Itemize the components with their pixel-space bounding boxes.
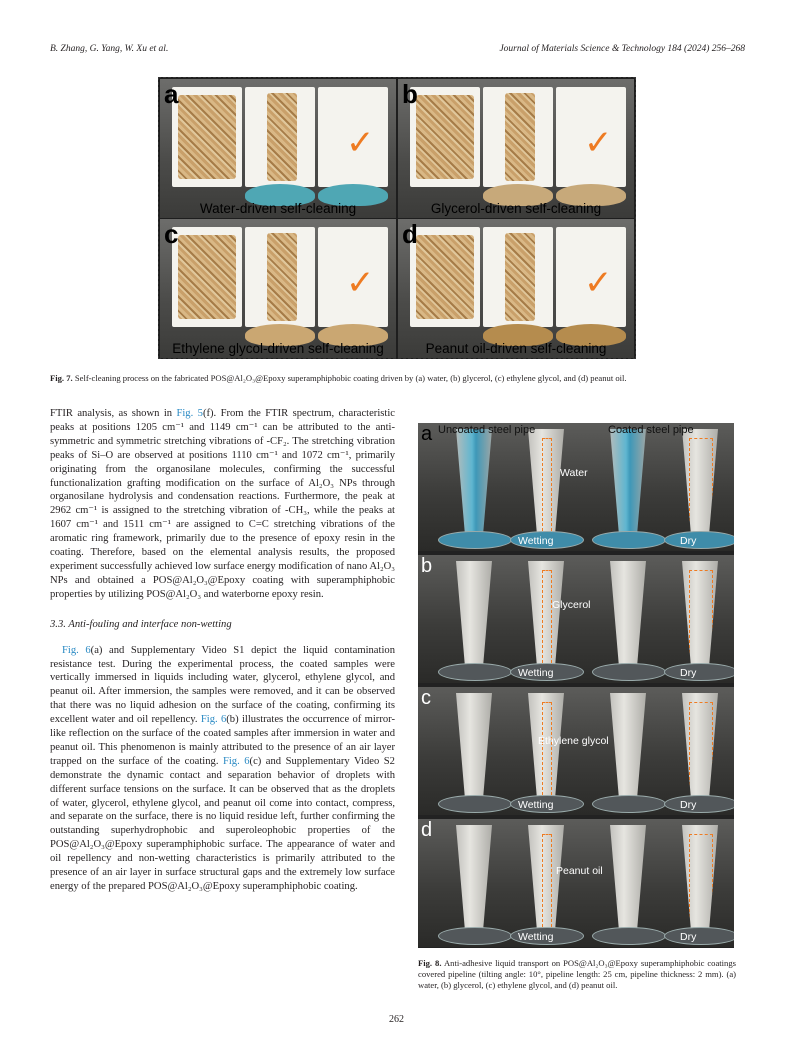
figure-reference-link[interactable]: Fig. 6 [222, 755, 250, 767]
figure-7 [158, 77, 636, 359]
fig7-panel-a [160, 79, 396, 218]
figure-8-caption [418, 958, 736, 991]
panel-letter: c [421, 687, 431, 709]
caption-text: Self-cleaning process on the fabricated POS@Al₂O₃@Epoxy superamphiphobic coating driven by (a) water, (b) glycerol, (c) ethylene glycol, and (d) peanut oil. [74, 373, 627, 383]
dry-label: Dry [680, 667, 697, 679]
wetting-label: Wetting [518, 667, 554, 679]
caption-label: Fig. 7. [50, 373, 73, 383]
fig8-panel-a [418, 423, 734, 551]
fig8-panel-c [418, 687, 734, 815]
dry-label: Dry [680, 931, 697, 943]
figure-reference-link[interactable]: Fig. 6 [200, 714, 227, 726]
panel-letter: c [164, 219, 179, 249]
fig8-panel-d [418, 819, 734, 947]
check-mark-icon: ✓ [346, 263, 375, 303]
dry-label: Dry [680, 535, 697, 547]
panel-letter: a [421, 423, 433, 445]
panel-caption: Glycerol-driven self-cleaning [430, 201, 602, 216]
panel-caption: Peanut oil-driven self-cleaning [425, 341, 607, 356]
liquid-label: Ethylene glycol [538, 735, 609, 747]
panel-caption: Water-driven self-cleaning [199, 201, 357, 216]
check-mark-icon: ✓ [346, 123, 375, 163]
wetting-label: Wetting [518, 799, 554, 811]
figure-reference-link[interactable]: Fig. 6 [62, 644, 91, 656]
figure-7-caption [50, 373, 750, 384]
running-header-authors: B. Zhang, G. Yang, W. Xu et al. [50, 44, 169, 54]
liquid-label: Peanut oil [556, 865, 603, 877]
caption-text: Anti-adhesive liquid transport on POS@Al₂O₃@Epoxy superamphiphobic coatings covered pipeline (tilting angle: 10°, pipeline length: 25 cm, pipeline thickness: 2 mm). (a) water, (b) glycerol, (c) ethylene glycol, and (d) peanut oil. [418, 958, 736, 990]
panel-letter: a [164, 79, 179, 109]
coated-label: Coated steel pipe [608, 424, 694, 436]
page-number: 262 [389, 1014, 404, 1025]
fig7-panel-c [160, 219, 396, 358]
uncoated-label: Uncoated steel pipe [438, 424, 536, 436]
caption-label: Fig. 8. [418, 958, 442, 968]
fig8-panel-b [418, 555, 734, 683]
panel-caption: Ethylene glycol-driven self-cleaning [172, 341, 384, 356]
fig7-panel-b [398, 79, 634, 218]
wetting-label: Wetting [518, 931, 554, 943]
wetting-label: Wetting [518, 535, 554, 547]
check-mark-icon: ✓ [584, 263, 613, 303]
section-heading: 3.3. Anti-fouling and interface non-wetting [50, 618, 232, 630]
running-header-journal: Journal of Materials Science & Technology 184 (2024) 256–268 [499, 44, 745, 54]
paragraph: FTIR analysis, as shown in Fig. 5(f). From the FTIR spectrum, characteristic peaks at positions 1205 cm⁻¹ and 1149 cm⁻¹ can be attributed to the anti-symmetric and symmetric stretching vibrations of -CF₂. The stretching vibration peaks of Si–O are observed at positions 1110 cm⁻¹ and 1072 cm⁻¹, primarily originating from the organosilane molecules, confirming the successful functionalization grafting modification on the surface of Al₂O₃ NPs through organosilane hydrolysis and condensation reactions. Furthermore, the peak at 2962 cm⁻¹ is assigned to the stretching vibration of -CH₃, while the peaks at 1607 cm⁻¹ and 1511 cm⁻¹ are assigned to C=C stretching vibrations of the aromatic ring framework, primarily due to the presence of epoxy resin in the coating. Therefore, based on the elemental analysis results, the proposed experiment successfully achieved low surface energy modification of nano Al₂O₃ NPs and obtained a POS@Al₂O₃@Epoxy coating with superamphiphobic properties by utilizing POS@Al₂O₃ and waterborne epoxy resin. [50, 408, 395, 600]
panel-letter: d [421, 819, 433, 841]
dry-label: Dry [680, 799, 697, 811]
fig7-panel-d [398, 219, 634, 358]
figure-8 [418, 423, 734, 948]
panel-letter: b [421, 555, 433, 577]
liquid-label: Water [560, 467, 588, 479]
panel-letter: b [402, 79, 418, 109]
check-mark-icon: ✓ [584, 123, 613, 163]
paragraph: Fig. 6(a) and Supplementary Video S1 depict the liquid contamination resistance test. During the experimental process, the coated samples were vertically immersed in liquids including water, glycerol, ethylene glycol, and peanut oil. After immersion, the samples were removed, and it can be observed that there was no liquid adhesion on the surface of the coating, confirming its excellent water and oil repellency. Fig. 6(b) illustrates the occurrence of mirror-like reflection on the surface of the coated samples after immersion in water and peanut oil. This phenomenon is mainly attributed to the presence of an air layer trapped on the surface of the coating. Fig. 6(c) and Supplementary Video S2 demonstrate the dynamic contact and separation behavior of droplets with different surface tensions on the surface. It can be observed that as the droplets of water, glycerol, ethylene glycol, and peanut oil come into contact, compress, and separate on the surface, there is no liquid residue left, further confirming the outstanding superhydrophobic and superoleophobic properties of the POS@Al₂O₃@Epoxy superamphiphobic surface. The appearance of water and oil repellency and non-wetting characteristics is primarily attributed to the presence of an air layer in surface structural gaps and the extremely low surface energy of the prepared POS@Al₂O₃@Epoxy superamphiphobic coating. [50, 644, 395, 892]
body-text-column [50, 407, 395, 894]
liquid-label: Glycerol [552, 599, 591, 611]
figure-reference-link[interactable]: Fig. 5 [176, 408, 203, 419]
panel-letter: d [402, 219, 418, 249]
